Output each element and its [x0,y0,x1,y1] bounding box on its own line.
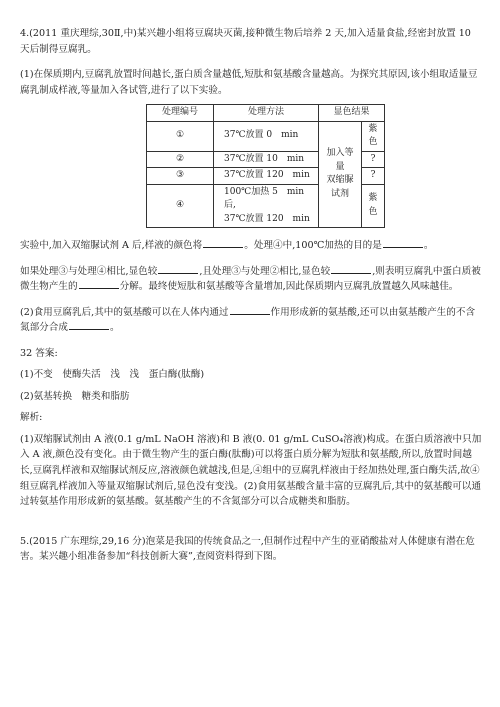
text-span: 如果处理③与处理④相比,显色较 [20,265,158,277]
table-cell-id: ③ [147,168,214,185]
document-page [20,26,482,565]
table-header-cell: 处理方法 [214,105,319,122]
text-span: (2)食用豆腐乳后,其中的氨基酸可以在人体内通过 [20,306,229,318]
table-cell-id: ① [147,121,214,151]
experiment-table [146,104,385,228]
table-cell-method: 37℃放置 120 min [214,168,319,185]
text-span: 作用形成新的氨基酸,还可以由氨基酸产生的不含氮部分合成 [20,306,476,334]
answer-blank [79,279,119,289]
table-header-cell: 显色结果 [319,105,385,122]
answer-line-2: (2)氨基转换 糖类和脂肪 [20,390,130,402]
explanation-text: (1)双缩脲试剂由 A 液(0.1 g/mL NaOH 溶液)和 B 液(0. 01 g/mL CuSO₄溶液)构成。在蛋白质溶液中只加入 A 液,颜色没有变化。由于微生物产生的蛋白酶(肽酶)可以将蛋白质分解为短肽和氨基酸,所以,放置时间越长,豆腐乳样液和双缩脲试剂反应,溶液颜色就越浅,但是,④组中的豆腐乳样液由于经加热处理,蛋白酶失活,故④组豆腐乳样液加入等量双缩脲试剂后,显色没有变浅。(2)食用氨基酸含量丰富的豆腐乳后,其中的氨基酸可以通过转氨基作用形成新的氨基酸。氨基酸产生的不含氮部分可以合成糖类和脂肪。 [20,433,482,508]
table-cell-color: ? [362,168,385,185]
question-4-part1-intro: (1)在保质期内,豆腐乳放置时间越长,蛋白质含量越低,短肽和氨基酸含量越高。为探究其原因,该小组取适量豆腐乳制成样液,等量加入各试管,进行了以下实验。 [20,69,478,96]
text-span: 。 [109,322,120,334]
question-4-stem: 4.(2011 重庆理综,30Ⅱ,中)某兴趣小组将豆腐块灭菌,接种微生物后培养 2 天,加入适量食盐,经密封放置 10 天后制得豆腐乳。 [20,28,471,55]
method-line-2: 37℃放置 120 min [224,213,310,224]
reagent-line-1: 加入等量 [326,148,354,172]
answer-line-1: (1)不变 使酶失活 浅 浅 蛋白酶(肽酶) [20,369,205,381]
reagent-line-2: 双缩脲试剂 [326,175,354,199]
answer-blank [230,305,270,315]
table-cell-color: 紫色 [362,184,385,228]
explanation-title: 解析: [20,412,43,424]
text-span: ,则表明豆腐乳中蛋白质被微生物产生的 [20,265,481,293]
text-span: ,且处理③与处理②相比,显色较 [199,265,331,277]
method-line-1: 100℃加热 5 min 后, [224,186,305,211]
table-cell-color: 紫色 [362,121,385,151]
answer-blank [203,238,243,248]
question-4-part2 [20,305,482,336]
answer-blank [158,264,198,274]
question-4 [20,26,482,57]
table-cell-method: 37℃放置 0 min [214,121,319,151]
answer-blank [383,238,423,248]
text-span: 分解。最终使短肽和氨基酸等含量增加,因此保质期内豆腐乳放置越久风味越佳。 [119,281,459,293]
text-span: 。 [423,240,434,252]
table-header-row [147,105,385,122]
question-5-stem: 5.(2015 广东理综,29,16 分)泡菜是我国的传统食品之一,但制作过程中产生的亚硝酸盐对人体健康有潜在危害。某兴趣小组准备参加“科技创新大赛”,查阅资料得到下图。 [20,535,475,563]
answer-title: 32 答案: [20,347,58,359]
question-4-sentence-1 [20,238,482,254]
table-header-cell: 处理编号 [147,105,214,122]
table-cell-id: ② [147,151,214,168]
table-cell-id: ④ [147,184,214,228]
text-span: 实验中,加入双缩脲试剂 A 后,样液的颜色将 [20,240,203,252]
table-cell-method [214,184,319,228]
table-cell-method: 37℃放置 10 min [214,151,319,168]
table-cell-color: ? [362,151,385,168]
question-4-sentence-2 [20,264,482,295]
answer-blank [69,320,109,330]
text-span: 。处理④中,100℃加热的目的是 [244,240,382,252]
answer-blank [331,264,371,274]
table-row [147,121,385,151]
table-cell-reagent [319,121,362,228]
